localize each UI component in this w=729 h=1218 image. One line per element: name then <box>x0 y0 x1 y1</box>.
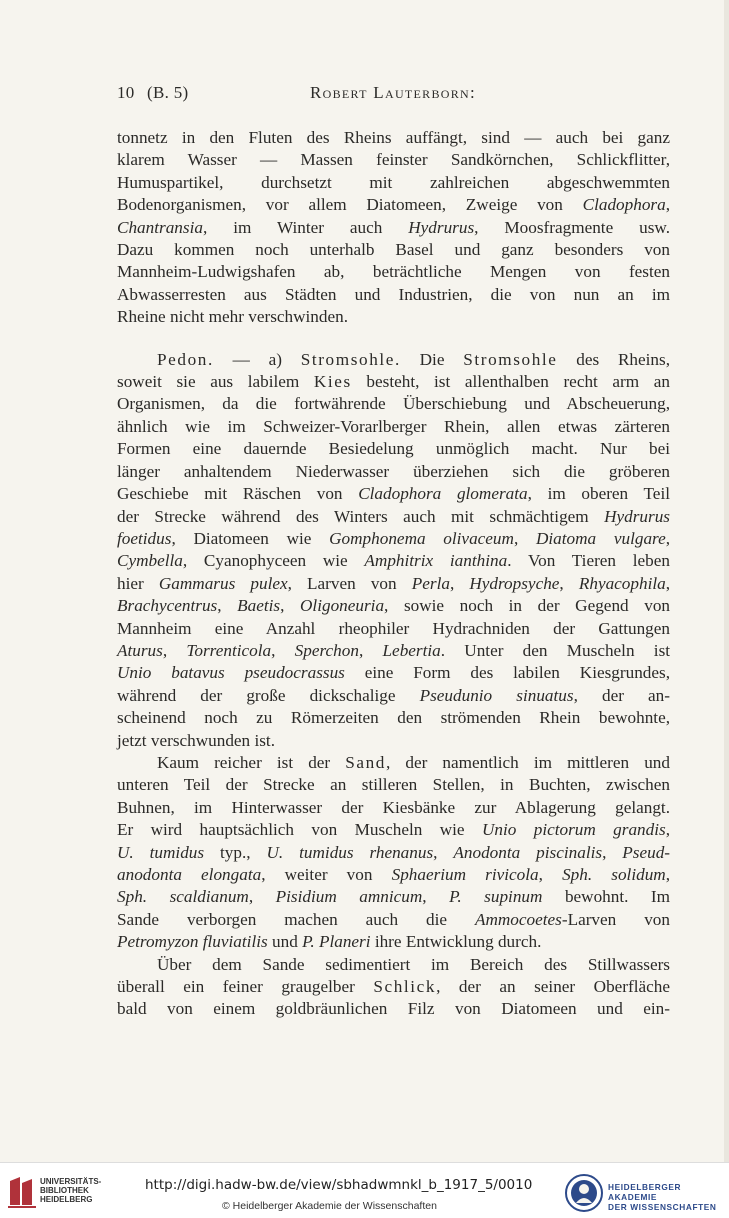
text-line: Mannheim eine Anzahl rheophiler Hydrachniden der Gattungen <box>117 618 670 638</box>
volume-reference: (B. 5) <box>147 83 189 102</box>
text-line: Mannheim-Ludwigshafen ab, beträchtliche Mengen von festen <box>117 262 670 282</box>
text-line: Humuspartikel, durchsetzt mit zahlreichen abgeschwemmten <box>117 172 670 192</box>
text-line: unteren Teil der Strecke an stilleren Stellen, in Buchten, zwischen <box>117 775 670 795</box>
text-line: Buhnen, im Hinterwasser der Kiesbänke zur Ablagerung gelangt. <box>117 797 670 817</box>
text-line: Brachycentrus, Baetis, Oligoneuria, sowie noch in der Gegend von <box>117 596 671 616</box>
body-text <box>117 127 670 1021</box>
paragraph-1 <box>117 127 670 329</box>
text-line: Cymbella, Cyanophyceen wie Amphitrix ianthina. Von Tieren leben <box>117 551 670 571</box>
copyright-notice: © Heidelberger Akademie der Wissenschaften <box>222 1200 437 1212</box>
university-library-name <box>40 1177 101 1204</box>
text-line: Organismen, da die fortwährende Überschiebung und Abscheuerung, <box>117 394 670 414</box>
academy-name-line: HEIDELBERGER AKADEMIE <box>608 1182 682 1202</box>
text-line: Rheine nicht mehr verschwinden. <box>117 307 349 327</box>
text-line: Aturus, Torrenticola, Sperchon, Lebertia. Unter den Muscheln ist <box>117 640 671 660</box>
library-name-line: HEIDELBERG <box>40 1195 93 1204</box>
text-line: der Strecke während des Winters auch mit schmächtigem Hydrurus <box>117 506 670 526</box>
text-line: überall ein feiner graugelber Schlick, der an seiner Oberfläche <box>117 977 670 997</box>
paragraph-2 <box>117 349 670 752</box>
text-line: Bodenorganismen, vor allem Diatomeen, Zweige von Cladophora, <box>117 195 670 215</box>
text-line: klarem Wasser — Massen feinster Sandkörnchen, Schlickflitter, <box>117 150 670 170</box>
text-line: Unio batavus pseudocrassus eine Form des labilen Kiesgrundes, <box>117 663 670 683</box>
text-line: Er wird hauptsächlich von Muscheln wie Unio pictorum grandis, <box>117 820 670 840</box>
paragraph-3 <box>117 752 670 954</box>
page-edge <box>724 0 729 1162</box>
library-name-line: BIBLIOTHEK <box>40 1186 89 1195</box>
running-author: Robert Lauterborn: <box>310 83 477 102</box>
text-line: Pedon. — a) Stromsohle. Die Stromsohle des Rheins, <box>157 349 670 369</box>
text-line: Petromyzon fluviatilis und P. Planeri ihre Entwicklung durch. <box>117 932 542 952</box>
text-line: Geschiebe mit Räschen von Cladophora glomerata, im oberen Teil <box>117 484 670 504</box>
page-number: 10 <box>117 83 135 102</box>
text-line: scheinend noch zu Römerzeiten den strömenden Rhein bewohnte, <box>117 708 670 728</box>
text-line: während der große dickschalige Pseudunio sinuatus, der an- <box>117 685 670 705</box>
text-line: foetidus, Diatomeen wie Gomphonema olivaceum, Diatoma vulgare, <box>117 528 671 548</box>
text-line: soweit sie aus labilem Kies besteht, ist allenthalben recht arm an <box>117 372 670 392</box>
text-line: Sande verborgen machen auch die Ammocoetes-Larven von <box>117 909 670 929</box>
text-line: bald von einem goldbräunlichen Filz von Diatomeen und ein- <box>117 999 670 1019</box>
text-line: ähnlich wie im Schweizer-Vorarlberger Rhein, allen etwas zärteren <box>117 416 670 436</box>
academy-seal-icon[interactable] <box>564 1173 604 1213</box>
text-line: anodonta elongata, weiter von Sphaerium rivicola, Sph. solidum, <box>117 865 671 884</box>
text-line: Über dem Sande sedimentiert im Bereich des Stillwassers <box>157 954 670 974</box>
academy-name <box>608 1182 729 1212</box>
text-line: tonnetz in den Fluten des Rheins auffängt, sind — auch bei ganz <box>117 128 670 147</box>
text-line: Sph. scaldianum, Pisidium amnicum, P. supinum bewohnt. Im <box>117 887 671 907</box>
viewer-footer <box>0 1162 729 1218</box>
text-line: länger anhaltendem Niederwasser überziehen sich die gröberen <box>117 461 670 481</box>
text-line: jetzt verschwunden ist. <box>117 730 275 750</box>
running-header <box>117 83 670 107</box>
text-line: Kaum reicher ist der Sand, der namentlich im mittleren und <box>157 752 670 772</box>
library-name-line: UNIVERSITÄTS- <box>40 1177 102 1186</box>
text-line: Abwasserresten aus Städten und Industrien, die von nun an im <box>117 284 670 304</box>
text-line: hier Gammarus pulex, Larven von Perla, Hydropsyche, Rhyacophila, <box>117 573 671 593</box>
academy-name-line: DER WISSENSCHAFTEN <box>608 1202 717 1212</box>
text-line: Chantransia, im Winter auch Hydrurus, Moosfragmente usw. <box>117 217 670 237</box>
paragraph-4 <box>117 954 670 1021</box>
text-line: Dazu kommen noch unterhalb Basel und ganz besonders von <box>117 240 670 260</box>
permalink-url[interactable]: http://digi.hadw-bw.de/view/sbhadwmnkl_b_1917_5/0010 <box>145 1177 533 1193</box>
text-line: Formen eine dauernde Besiedelung unmöglich macht. Nur bei <box>117 439 670 459</box>
text-line: U. tumidus typ., U. tumidus rhenanus, Anodonta piscinalis, Pseud- <box>117 842 671 862</box>
